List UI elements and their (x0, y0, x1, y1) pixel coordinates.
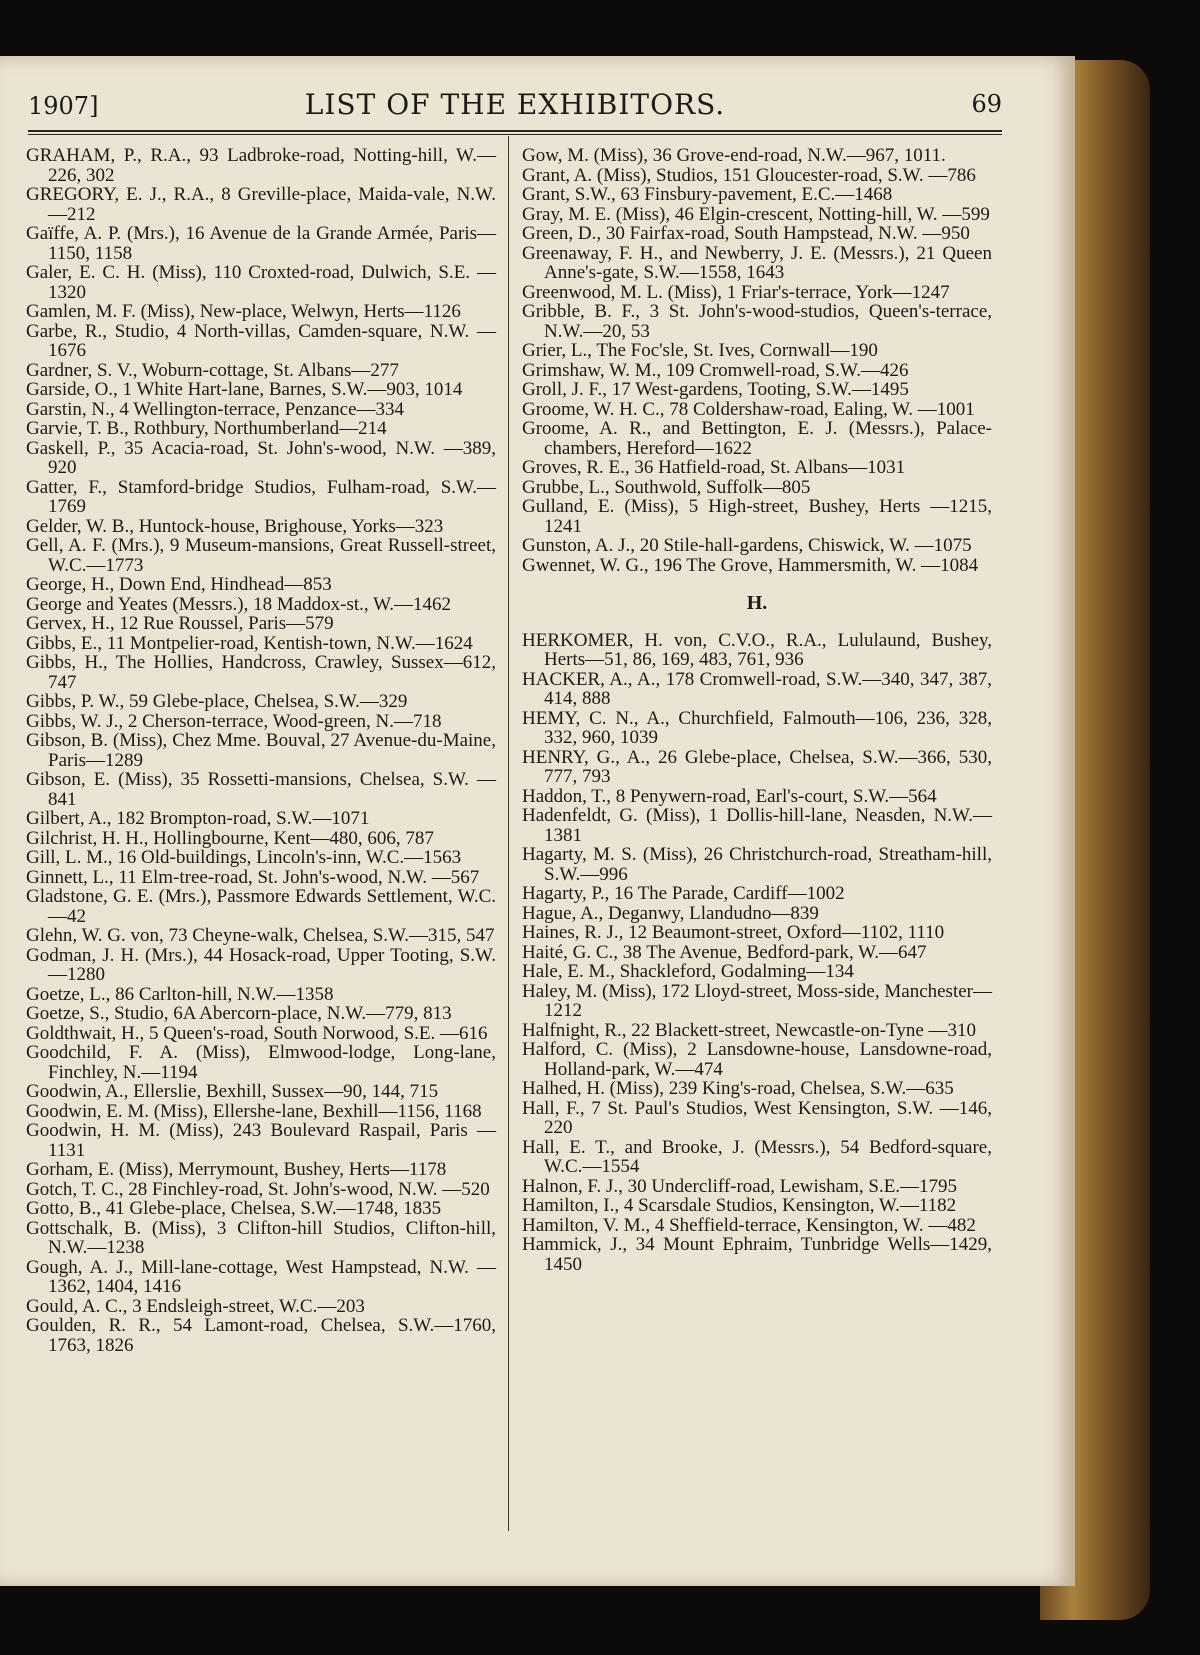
page-title: LIST OF THE EXHIBITORS. (304, 88, 726, 121)
exhibitor-entry: Gould, A. C., 3 Endsleigh-street, W.C.—203 (26, 1295, 365, 1317)
exhibitor-entry: Goetze, L., 86 Carlton-hill, N.W.—1358 (26, 983, 334, 1005)
exhibitor-entry: Grubbe, L., Southwold, Suffolk—805 (522, 476, 811, 498)
exhibitor-entry: Goodwin, H. M. (Miss), 243 Boulevard Raspail, Paris —1131 (26, 1120, 496, 1161)
exhibitor-entry: Hall, E. T., and Brooke, J. (Messrs.), 54 Bedford-square, W.C.—1554 (522, 1136, 992, 1177)
exhibitor-entry: Gibbs, E., 11 Montpelier-road, Kentish-town, N.W.—1624 (26, 632, 473, 654)
exhibitor-entry: Hagarty, P., 16 The Parade, Cardiff—1002 (522, 883, 845, 904)
exhibitor-entry: Gatter, F., Stamford-bridge Studios, Fulham-road, S.W.—1769 (26, 476, 496, 517)
exhibitor-entry: Gribble, B. F., 3 St. John's-wood-studios, Queen's-terrace, N.W.—20, 53 (522, 301, 992, 342)
exhibitor-entry: Gervex, H., 12 Rue Roussel, Paris—579 (26, 613, 334, 634)
exhibitor-entry: Goldthwait, H., 5 Queen's-road, South Norwood, S.E. —616 (26, 1022, 488, 1044)
exhibitor-entry: Hagarty, M. S. (Miss), 26 Christchurch-road, Streatham-hill, S.W.—996 (522, 844, 992, 885)
section-letter-h: H. (746, 592, 768, 614)
exhibitor-entry: Garvie, T. B., Rothbury, Northumberland—214 (26, 418, 387, 439)
left-column (26, 146, 496, 1355)
exhibitor-entry: Gow, M. (Miss), 36 Grove-end-road, N.W.—967, 1011. (522, 145, 946, 166)
exhibitor-entry: Gaïffe, A. P. (Mrs.), 16 Avenue de la Grande Armée, Paris—1150, 1158 (26, 223, 496, 264)
exhibitor-entry: Hamilton, I., 4 Scarsdale Studios, Kensington, W.—1182 (522, 1195, 957, 1216)
exhibitor-entry: George, H., Down End, Hindhead—853 (26, 574, 332, 595)
exhibitor-entry: HERKOMER, H. von, C.V.O., R.A., Lululaund, Bushey, Herts—51, 86, 169, 483, 761, 936 (522, 629, 992, 670)
exhibitor-entry: Goodwin, E. M. (Miss), Ellershe-lane, Bexhill—1156, 1168 (26, 1100, 482, 1122)
exhibitor-entry: Gotch, T. C., 28 Finchley-road, St. John's-wood, N.W. —520 (26, 1178, 490, 1200)
exhibitor-entry: Gibson, E. (Miss), 35 Rossetti-mansions, Chelsea, S.W. —841 (26, 769, 496, 810)
exhibitor-entry: Galer, E. C. H. (Miss), 110 Croxted-road, Dulwich, S.E. —1320 (26, 262, 496, 303)
exhibitor-entry: Ginnett, L., 11 Elm-tree-road, St. John's-wood, N.W. —567 (26, 866, 480, 888)
header-rule-thin (28, 134, 1002, 135)
exhibitor-entry: Gwennet, W. G., 196 The Grove, Hammersmith, W. —1084 (522, 554, 979, 576)
exhibitor-entry: Haddon, T., 8 Penywern-road, Earl's-court, S.W.—564 (522, 785, 937, 807)
exhibitor-entry: Hammick, J., 34 Mount Ephraim, Tunbridge Wells—1429, 1450 (522, 1234, 992, 1275)
exhibitor-entry: HENRY, G., A., 26 Glebe-place, Chelsea, S.W.—366, 530, 777, 793 (522, 746, 992, 787)
exhibitor-entry: Gibbs, H., The Hollies, Handcross, Crawley, Sussex—612, 747 (26, 652, 496, 693)
exhibitor-entry: Gell, A. F. (Mrs.), 9 Museum-mansions, Great Russell-street, W.C.—1773 (26, 535, 496, 576)
column-divider (508, 136, 509, 1531)
exhibitor-entry: GREGORY, E. J., R.A., 8 Greville-place, Maida-vale, N.W.—212 (26, 184, 496, 225)
exhibitor-entry: Halhed, H. (Miss), 239 King's-road, Chelsea, S.W.—635 (522, 1078, 954, 1099)
exhibitor-entry: Gulland, E. (Miss), 5 High-street, Bushey, Herts —1215, 1241 (522, 496, 992, 537)
exhibitor-entry: Gilbert, A., 182 Brompton-road, S.W.—1071 (26, 808, 370, 829)
exhibitor-entry: Gottschalk, B. (Miss), 3 Clifton-hill Studios, Clifton-hill, N.W.—1238 (26, 1217, 496, 1258)
exhibitor-entry: Halfnight, R., 22 Blackett-street, Newcastle-on-Tyne —310 (522, 1019, 977, 1041)
right-column (522, 146, 992, 1274)
exhibitor-entry: Gunston, A. J., 20 Stile-hall-gardens, Chiswick, W. —1075 (522, 535, 972, 556)
exhibitor-entry: Hale, E. M., Shackleford, Godalming—134 (522, 961, 854, 982)
section-h-entries (522, 631, 992, 1275)
exhibitor-entry: Gough, A. J., Mill-lane-cottage, West Hampstead, N.W. —1362, 1404, 1416 (26, 1256, 496, 1297)
exhibitor-entry: Haley, M. (Miss), 172 Lloyd-street, Moss-side, Manchester—1212 (522, 980, 992, 1021)
exhibitor-entry: Hague, A., Deganwy, Llandudno—839 (522, 902, 819, 924)
page-header (28, 86, 1002, 126)
exhibitor-entry: Groves, R. E., 36 Hatfield-road, St. Albans—1031 (522, 457, 906, 478)
exhibitor-entry: Garbe, R., Studio, 4 North-villas, Camden-square, N.W. —1676 (26, 320, 496, 361)
exhibitor-entry: Gibbs, P. W., 59 Glebe-place, Chelsea, S.W.—329 (26, 691, 408, 712)
exhibitor-entry: Gladstone, G. E. (Mrs.), Passmore Edwards Settlement, W.C.—42 (26, 886, 496, 927)
exhibitor-entry: Haines, R. J., 12 Beaumont-street, Oxford—1102, 1110 (522, 922, 945, 943)
exhibitor-entry: Glehn, W. G. von, 73 Cheyne-walk, Chelsea, S.W.—315, 547 (26, 925, 495, 946)
page-number: 69 (971, 90, 1002, 118)
header-year: 1907] (28, 92, 99, 120)
exhibitor-entry: Gibson, B. (Miss), Chez Mme. Bouval, 27 Avenue-du-Maine, Paris—1289 (26, 730, 496, 771)
exhibitor-entry: Gray, M. E. (Miss), 46 Elgin-crescent, Notting-hill, W. —599 (522, 203, 990, 225)
exhibitor-entry: Garside, O., 1 White Hart-lane, Barnes, S.W.—903, 1014 (26, 379, 463, 400)
exhibitor-entry: Gardner, S. V., Woburn-cottage, St. Albans—277 (26, 359, 399, 381)
exhibitor-entry: Greenaway, F. H., and Newberry, J. E. (Messrs.), 21 Queen Anne's-gate, S.W.—1558, 1643 (522, 242, 992, 283)
exhibitor-entry: Gilchrist, H. H., Hollingbourne, Kent—480, 606, 787 (26, 827, 434, 849)
exhibitor-entry: Haité, G. C., 38 The Avenue, Bedford-park, W.—647 (522, 941, 927, 963)
exhibitor-entry: Grant, S.W., 63 Finsbury-pavement, E.C.—1468 (522, 184, 893, 205)
exhibitor-entry: Gibbs, W. J., 2 Cherson-terrace, Wood-green, N.—718 (26, 710, 442, 732)
exhibitor-entry: Hadenfeldt, G. (Miss), 1 Dollis-hill-lane, Neasden, N.W.—1381 (522, 805, 992, 846)
exhibitor-entry: Goetze, S., Studio, 6A Abercorn-place, N.W.—779, 813 (26, 1003, 452, 1024)
exhibitor-entry: GRAHAM, P., R.A., 93 Ladbroke-road, Notting-hill, W.—226, 302 (26, 145, 496, 186)
exhibitor-entry: HEMY, C. N., A., Churchfield, Falmouth—106, 236, 328, 332, 960, 1039 (522, 707, 992, 748)
exhibitor-entry: Hall, F., 7 St. Paul's Studios, West Kensington, S.W. —146, 220 (522, 1097, 992, 1138)
exhibitor-entry: Groll, J. F., 17 West-gardens, Tooting, S.W.—1495 (522, 379, 909, 400)
exhibitor-entry: Groome, A. R., and Bettington, E. J. (Messrs.), Palace-chambers, Hereford—1622 (522, 418, 992, 459)
exhibitor-entry: HACKER, A., A., 178 Cromwell-road, S.W.—340, 347, 387, 414, 888 (522, 668, 992, 709)
exhibitor-entry: Gorham, E. (Miss), Merrymount, Bushey, Herts—1178 (26, 1159, 447, 1180)
exhibitor-entry: Grant, A. (Miss), Studios, 151 Gloucester-road, S.W. —786 (522, 164, 976, 186)
exhibitor-entry: Gill, L. M., 16 Old-buildings, Lincoln's-inn, W.C.—1563 (26, 847, 462, 868)
exhibitor-entry: Garstin, N., 4 Wellington-terrace, Penzance—334 (26, 398, 404, 420)
exhibitor-entry: Goodchild, F. A. (Miss), Elmwood-lodge, Long-lane, Finchley, N.—1194 (26, 1042, 496, 1083)
exhibitor-entry: Grimshaw, W. M., 109 Cromwell-road, S.W.—426 (522, 359, 909, 381)
exhibitor-entry: Greenwood, M. L. (Miss), 1 Friar's-terrace, York—1247 (522, 281, 950, 303)
exhibitor-entry: Groome, W. H. C., 78 Coldershaw-road, Ealing, W. —1001 (522, 398, 975, 420)
book-page (0, 56, 1075, 1586)
exhibitor-entry: Goulden, R. R., 54 Lamont-road, Chelsea, S.W.—1760, 1763, 1826 (26, 1315, 496, 1356)
header-rule (28, 130, 1002, 132)
right-column-g-entries (522, 146, 992, 575)
exhibitor-entry: Gelder, W. B., Huntock-house, Brighouse, Yorks—323 (26, 515, 444, 537)
exhibitor-entry: Hamilton, V. M., 4 Sheffield-terrace, Kensington, W. —482 (522, 1214, 976, 1236)
exhibitor-entry: Gaskell, P., 35 Acacia-road, St. John's-wood, N.W. —389, 920 (26, 437, 496, 478)
exhibitor-entry: Halnon, F. J., 30 Undercliff-road, Lewisham, S.E.—1795 (522, 1175, 958, 1197)
exhibitor-entry: Goodwin, A., Ellerslie, Bexhill, Sussex—90, 144, 715 (26, 1081, 439, 1102)
exhibitor-entry: Gotto, B., 41 Glebe-place, Chelsea, S.W.—1748, 1835 (26, 1198, 442, 1219)
exhibitor-entry: George and Yeates (Messrs.), 18 Maddox-st., W.—1462 (26, 593, 452, 615)
exhibitor-entry: Godman, J. H. (Mrs.), 44 Hosack-road, Upper Tooting, S.W.—1280 (26, 944, 496, 985)
exhibitor-entry: Grier, L., The Foc'sle, St. Ives, Cornwall—190 (522, 340, 878, 361)
exhibitor-entry: Halford, C. (Miss), 2 Lansdowne-house, Lansdowne-road, Holland-park, W.—474 (522, 1039, 992, 1080)
exhibitor-entry: Green, D., 30 Fairfax-road, South Hampstead, N.W. —950 (522, 223, 970, 244)
exhibitor-entry: Gamlen, M. F. (Miss), New-place, Welwyn, Herts—1126 (26, 301, 461, 322)
